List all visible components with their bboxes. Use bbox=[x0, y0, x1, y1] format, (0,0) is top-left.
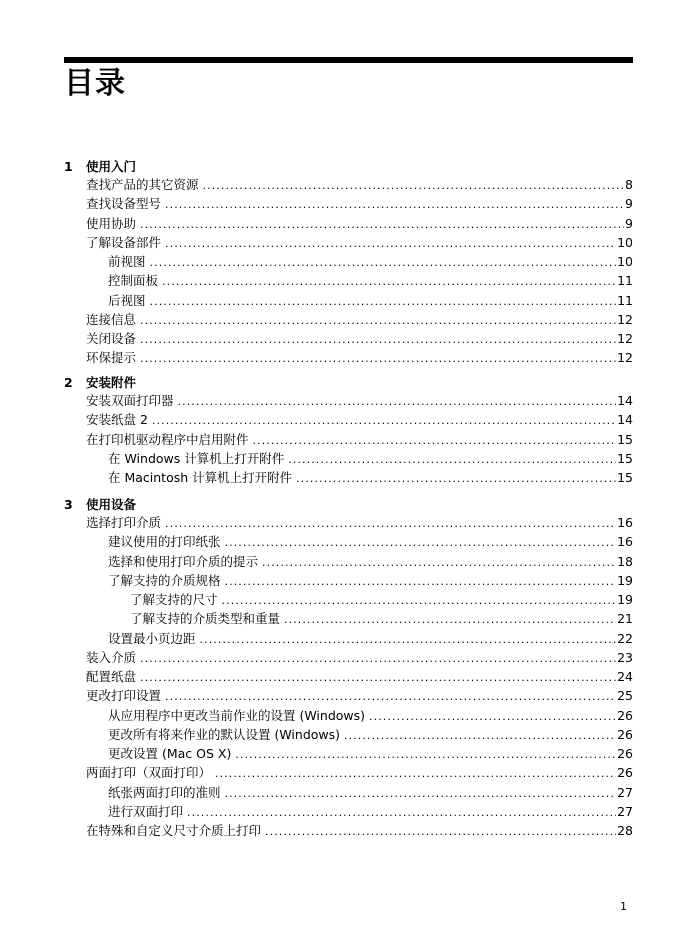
toc-entry-page: 26 bbox=[617, 765, 633, 781]
toc-dot-leader bbox=[225, 571, 617, 591]
chapter-title: 安装附件 bbox=[86, 375, 137, 390]
toc-entry[interactable] bbox=[86, 667, 633, 686]
toc-entry[interactable] bbox=[108, 449, 633, 468]
toc-entry[interactable] bbox=[130, 590, 633, 609]
top-rule bbox=[64, 57, 633, 63]
toc-entry-label: 选择打印介质 bbox=[86, 515, 162, 530]
toc-entry-label: 使用协助 bbox=[86, 215, 137, 231]
toc-entry[interactable] bbox=[108, 532, 633, 551]
toc-entry[interactable] bbox=[108, 468, 633, 487]
toc-dot-leader bbox=[235, 744, 616, 764]
toc-dot-leader bbox=[344, 725, 616, 745]
toc-entry-label: 关闭设备 bbox=[86, 331, 137, 346]
toc-entry-label: 查找设备型号 bbox=[86, 196, 162, 212]
toc-dot-leader bbox=[222, 590, 617, 610]
toc-entry-page: 9 bbox=[625, 196, 633, 212]
toc-entry[interactable] bbox=[108, 744, 633, 763]
toc-entry-label: 安装双面打印器 bbox=[86, 393, 174, 408]
toc-dot-leader bbox=[215, 763, 616, 783]
toc-entry[interactable] bbox=[108, 725, 633, 744]
toc-entry-label: 安装纸盘 2 bbox=[86, 412, 148, 428]
toc-entry-page: 25 bbox=[617, 688, 633, 704]
toc-entry[interactable] bbox=[86, 410, 633, 429]
toc-entry-page: 26 bbox=[617, 726, 633, 742]
toc-entry[interactable] bbox=[108, 271, 633, 290]
toc-entry-page: 9 bbox=[625, 215, 633, 231]
toc-dot-leader bbox=[140, 667, 616, 687]
toc-dot-leader bbox=[152, 410, 616, 430]
toc-entry-page: 15 bbox=[617, 450, 633, 466]
toc-dot-leader bbox=[262, 552, 616, 572]
toc-entry-page: 27 bbox=[617, 803, 633, 819]
page-number: 1 bbox=[620, 900, 627, 913]
chapter-number: 2 bbox=[64, 375, 73, 390]
toc-dot-leader bbox=[140, 329, 616, 349]
toc-entry-label: 了解设备部件 bbox=[86, 234, 162, 250]
toc-entry[interactable] bbox=[108, 629, 633, 648]
toc-entry-page: 24 bbox=[617, 669, 633, 684]
toc-dot-leader bbox=[225, 532, 617, 552]
toc-entry[interactable] bbox=[86, 233, 633, 252]
toc-dot-leader bbox=[140, 214, 624, 234]
toc-dot-leader bbox=[203, 175, 625, 195]
toc-entry-label: 在 Macintosh 计算机上打开附件 bbox=[108, 470, 293, 485]
toc-dot-leader bbox=[288, 449, 616, 469]
toc-entry-page: 27 bbox=[617, 784, 633, 800]
toc-entry[interactable] bbox=[86, 348, 633, 367]
toc-entry[interactable] bbox=[86, 310, 633, 329]
toc-entry-label: 建议使用的打印纸张 bbox=[108, 534, 221, 550]
toc-entry-label: 在 Windows 计算机上打开附件 bbox=[108, 450, 285, 466]
toc-entry-page: 23 bbox=[617, 649, 633, 665]
toc-entry-label: 在打印机驱动程序中启用附件 bbox=[86, 431, 249, 447]
toc-entry-page: 15 bbox=[617, 431, 633, 447]
toc-dot-leader bbox=[296, 468, 616, 488]
toc-entry-label: 装入介质 bbox=[86, 649, 137, 665]
toc-dot-leader bbox=[165, 194, 624, 214]
toc-entry[interactable] bbox=[86, 648, 633, 667]
toc-entry-label: 从应用程序中更改当前作业的设置 (Windows) bbox=[108, 707, 366, 723]
toc-entry[interactable] bbox=[108, 571, 633, 590]
toc-entry-label: 更改所有将来作业的默认设置 (Windows) bbox=[108, 726, 341, 742]
chapter-number: 1 bbox=[64, 159, 73, 174]
toc-dot-leader bbox=[140, 648, 616, 668]
toc-entry[interactable] bbox=[86, 329, 633, 348]
toc-entry[interactable] bbox=[108, 783, 633, 802]
chapter-title: 使用入门 bbox=[86, 159, 137, 174]
toc-entry-label: 纸张两面打印的准则 bbox=[108, 784, 221, 800]
toc-entry[interactable] bbox=[108, 252, 633, 271]
toc-entry-label: 选择和使用打印介质的提示 bbox=[108, 553, 259, 569]
toc-entry-page: 18 bbox=[617, 553, 633, 569]
toc-entry[interactable] bbox=[130, 609, 633, 628]
toc-entry-page: 22 bbox=[617, 630, 633, 646]
toc-entry[interactable] bbox=[108, 802, 633, 821]
toc-entry-page: 12 bbox=[617, 331, 633, 346]
page-title: 目录 bbox=[64, 66, 126, 101]
toc-entry-label: 更改打印设置 bbox=[86, 688, 162, 704]
toc-entry[interactable] bbox=[86, 430, 633, 449]
toc-entry-label: 配置纸盘 bbox=[86, 669, 137, 684]
toc-entry[interactable] bbox=[86, 214, 633, 233]
toc-entry-label: 连接信息 bbox=[86, 311, 137, 327]
toc-dot-leader bbox=[150, 252, 617, 272]
chapter-title: 使用设备 bbox=[86, 497, 137, 512]
toc-dot-leader bbox=[162, 271, 616, 291]
toc-entry-page: 12 bbox=[617, 311, 633, 327]
toc-entry-label: 进行双面打印 bbox=[108, 803, 184, 819]
toc-entry-label: 更改设置 (Mac OS X) bbox=[108, 746, 232, 761]
toc-entry[interactable] bbox=[86, 686, 633, 705]
toc-dot-leader bbox=[225, 783, 617, 803]
toc-dot-leader bbox=[187, 802, 616, 822]
toc-entry-label: 查找产品的其它资源 bbox=[86, 177, 199, 192]
toc-entry-page: 15 bbox=[617, 470, 633, 485]
toc-entry-label: 了解支持的介质规格 bbox=[108, 572, 221, 588]
chapter-number: 3 bbox=[64, 497, 73, 512]
toc-entry-label: 控制面板 bbox=[108, 273, 159, 289]
toc-entry-label: 两面打印（双面打印） bbox=[86, 765, 212, 781]
toc-entry-label: 环保提示 bbox=[86, 350, 137, 366]
toc-dot-leader bbox=[165, 686, 616, 706]
toc-dot-leader bbox=[253, 430, 617, 450]
toc-entry-page: 10 bbox=[617, 234, 633, 250]
toc-entry-page: 26 bbox=[617, 707, 633, 723]
toc-entry-page: 21 bbox=[617, 611, 633, 627]
toc-entry-label: 在特殊和自定义尺寸介质上打印 bbox=[86, 823, 262, 838]
toc-entry-page: 10 bbox=[617, 254, 633, 269]
toc-entry-page: 11 bbox=[617, 292, 633, 308]
toc-dot-leader bbox=[265, 821, 616, 841]
toc-entry-page: 12 bbox=[617, 350, 633, 366]
toc-entry-page: 28 bbox=[617, 823, 633, 838]
toc-entry-page: 11 bbox=[617, 273, 633, 289]
toc-entry-page: 19 bbox=[617, 572, 633, 588]
toc-entry-label: 了解支持的尺寸 bbox=[130, 592, 218, 607]
toc-dot-leader bbox=[284, 609, 616, 629]
toc-dot-leader bbox=[200, 629, 617, 649]
toc-entry-page: 26 bbox=[617, 746, 633, 761]
toc-entry-label: 设置最小页边距 bbox=[108, 630, 196, 646]
toc-entry-page: 14 bbox=[617, 393, 633, 408]
toc-dot-leader bbox=[150, 291, 617, 311]
toc-entry[interactable] bbox=[86, 194, 633, 213]
toc-entry-page: 8 bbox=[625, 177, 633, 192]
toc-entry-label: 了解支持的介质类型和重量 bbox=[130, 611, 281, 627]
toc-entry[interactable] bbox=[86, 821, 633, 840]
toc-entry[interactable] bbox=[86, 763, 633, 782]
toc-entry-label: 前视图 bbox=[108, 254, 146, 269]
toc-entry[interactable] bbox=[108, 291, 633, 310]
toc-dot-leader bbox=[165, 233, 616, 253]
toc-entry[interactable] bbox=[86, 513, 633, 532]
toc-entry[interactable] bbox=[108, 552, 633, 571]
toc-dot-leader bbox=[178, 391, 617, 411]
toc-entry[interactable] bbox=[86, 391, 633, 410]
toc-entry-label: 后视图 bbox=[108, 292, 146, 308]
toc-dot-leader bbox=[165, 513, 616, 533]
toc-entry-page: 14 bbox=[617, 412, 633, 428]
toc-entry-page: 16 bbox=[617, 534, 633, 550]
toc-dot-leader bbox=[369, 706, 616, 726]
toc-dot-leader bbox=[140, 348, 616, 368]
toc-entry-page: 16 bbox=[617, 515, 633, 530]
toc-dot-leader bbox=[140, 310, 616, 330]
toc-entry-page: 19 bbox=[617, 592, 633, 607]
toc-entry[interactable] bbox=[86, 175, 633, 194]
toc-entry[interactable] bbox=[108, 706, 633, 725]
